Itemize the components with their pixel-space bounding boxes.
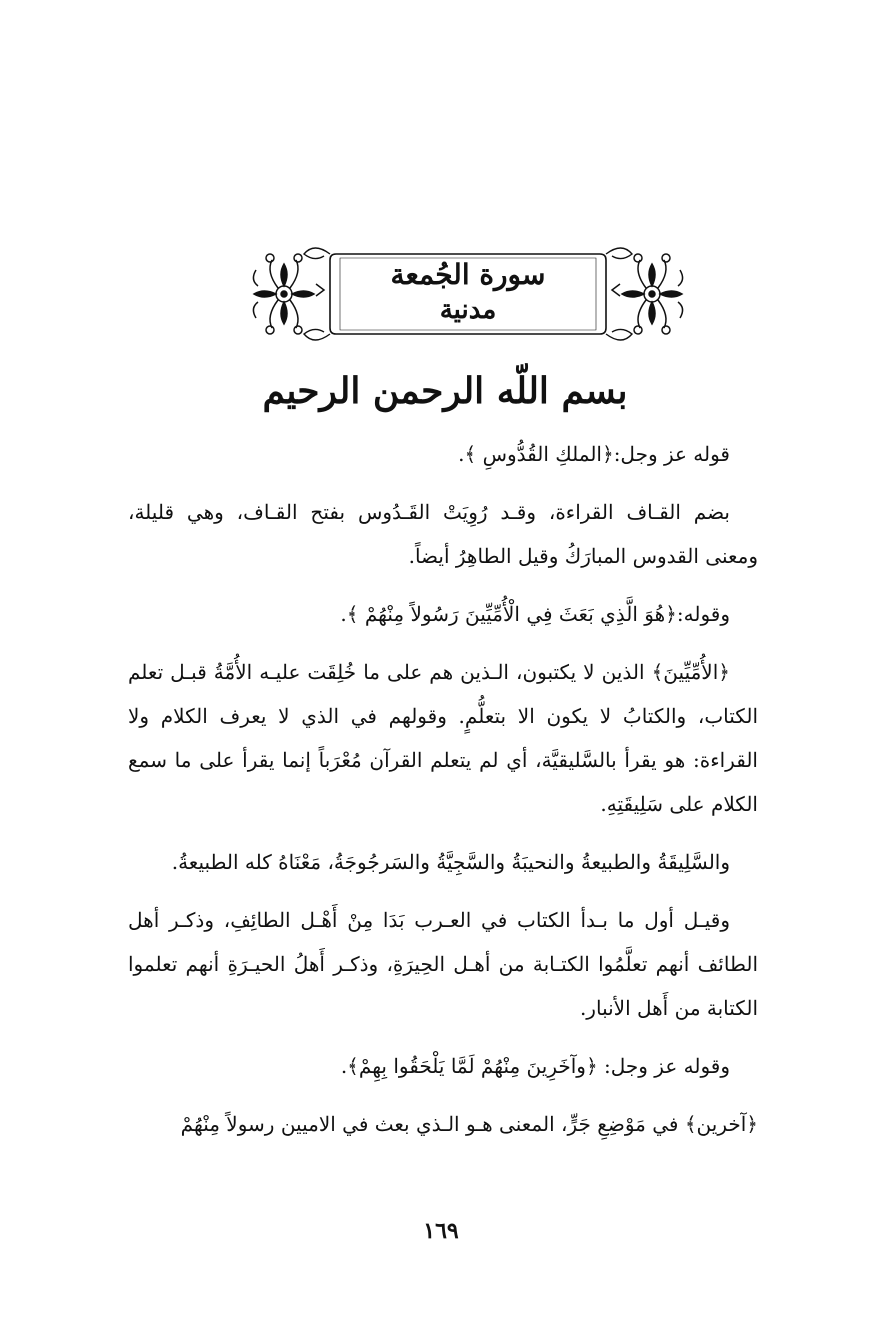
paragraph: ﴿آخرين﴾ في مَوْضِعِ جَرٍّ، المعنى هـو الـذي بعث في الاميين رسولاً مِنْهُمْ	[180, 1112, 758, 1136]
paragraph: ﴿الأُمِّيِّينَ﴾ الذين لا يكتبون، الـذين هم على ما خُلِقَت عليـه الأُمَّةُ قبـل تعلم الكتاب، والكتابُ لا يكون الا بتعلُّمٍ. وقولهم في الذي لا يعرف الكلام ولا القراءة: هو يقرأ بالسَّليقيَّة، أي لم يتعلم القرآن مُعْرَباً إنما يقرأ على ما سمع الكلام على سَلِيقَتِهِ.	[128, 660, 758, 816]
page-number: ١٦٩	[423, 1218, 459, 1244]
sura-type: مدنية	[439, 295, 497, 325]
basmala: بسم اللّه الرحمن الرحيم	[262, 370, 628, 412]
paragraph: وقوله عز وجل: ﴿وآخَرِينَ مِنْهُمْ لَمَّا يَلْحَقُوا بِهِمْ﴾.	[340, 1054, 730, 1078]
commentary-text	[128, 432, 758, 1160]
sura-header-frame	[244, 240, 692, 348]
sura-title-box	[332, 246, 604, 338]
paragraph: وقيـل أول ما بـدأ الكتاب في العـرب بَدَا مِنْ أَهْـل الطائِفِ، وذكـر أهل الطائف أنهم تعلَّمُوا الكتـابة من أهـل الحِيرَةِ، وذكـر أَهلُ الحيـرَةِ أنهم تعلموا الكتابة من أَهل الأنبار.	[128, 908, 758, 1020]
paragraph: وقوله:﴿هُوَ الَّذِي بَعَثَ فِي الْأُمِّيِّينَ رَسُولاً مِنْهُمْ ﴾.	[340, 602, 730, 626]
paragraph: بضم القـاف القراءة، وقـد رُوِيَتْ القَـدُوس بفتح القـاف، وهي قليلة، ومعنى القدوس المبارَكُ وقيل الطاهِرُ أيضاً.	[128, 500, 758, 568]
sura-name: سورة الجُمعة	[390, 258, 546, 291]
paragraph: قوله عز وجل:﴿الملكِ القُدُّوسِ ﴾.	[458, 442, 730, 466]
paragraph: والسَّلِيقَةُ والطبيعةُ والنحيبَةُ والسَّجِيَّةُ والسَرجُوجَةُ، مَعْنَاهُ كله الطبيعةُ.	[171, 850, 730, 874]
